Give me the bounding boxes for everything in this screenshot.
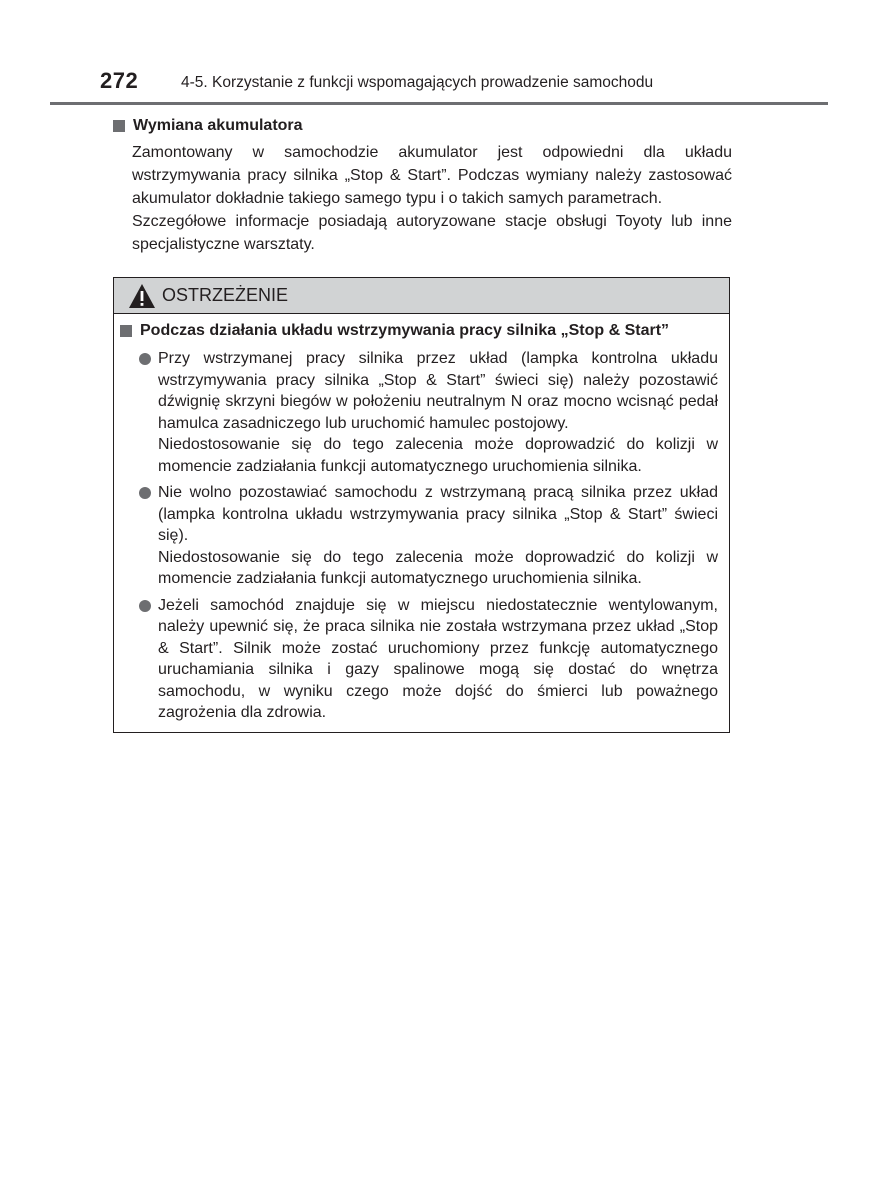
warning-header [114,278,729,314]
list-item [138,482,718,590]
circle-bullet-icon [139,487,151,499]
paragraph-service-info: Szczegółowe informacje posiadają autoryzowane stacje obsługi Toyoty lub inne specjalistyczne warsztaty. [132,213,732,253]
list-item [138,595,718,724]
section-heading-text: Wymiana akumulatora [133,117,303,134]
square-bullet-icon [120,325,132,337]
page-number: 272 [100,68,139,93]
square-bullet-icon [113,120,125,132]
warning-subheading [120,322,669,340]
paragraph-battery-info: Zamontowany w samochodzie akumulator jest odpowiedni dla układu wstrzymywania pracy silnika „Stop & Start”. Podczas wymiany należy zastosować akumulator dokładnie takiego samego typu i o takich samych parametrach. [132,144,732,207]
warning-triangle-icon [128,283,156,309]
list-item-text: Nie wolno pozostawiać samochodu z wstrzymaną pracą silnika przez układ (lampka kontrolna układu wstrzymywania pracy silnika „Stop & Start” świeci się). [158,484,718,544]
section-heading [113,117,303,135]
list-item-text: Niedostosowanie się do tego zalecenia może doprowadzić do kolizji w momencie zadziałania funkcji automatycznego uruchomienia silnika. [158,548,718,587]
warning-box [113,277,730,733]
warning-bullet-list [138,348,718,729]
warning-title: OSTRZEŻENIE [162,285,289,305]
page-header [50,68,828,105]
section-path: 4-5. Korzystanie z funkcji wspomagających prowadzenie samochodu [181,74,654,91]
circle-bullet-icon [139,353,151,365]
list-item [138,348,718,477]
list-item-text: Przy wstrzymanej pracy silnika przez układ (lampka kontrolna układu wstrzymywania pracy silnika „Stop & Start” świeci się) należy pozostawić dźwignię skrzyni biegów w położeniu neutralnym N oraz mocno wcisnąć pedał hamulca zasadniczego lub uruchomić hamulec postojowy. [158,350,718,432]
list-item-text: Niedostosowanie się do tego zalecenia może doprowadzić do kolizji w momencie zadziałania funkcji automatycznego uruchomienia silnika. [158,436,718,475]
list-item-text: Jeżeli samochód znajduje się w miejscu niedostatecznie wentylowanym, należy upewnić się, że praca silnika nie została wstrzymana przez układ „Stop & Start”. Silnik może zostać uruchomiony przez funkcję automatycznego uruchamiania silnika i gazy spalinowe mogą się dostać do wnętrza samochodu, w wyniku czego może dojść do śmierci lub poważnego zagrożenia dla zdrowia. [158,596,718,721]
warning-subheading-text: Podczas działania układu wstrzymywania pracy silnika „Stop & Start” [140,322,670,339]
circle-bullet-icon [139,600,151,612]
